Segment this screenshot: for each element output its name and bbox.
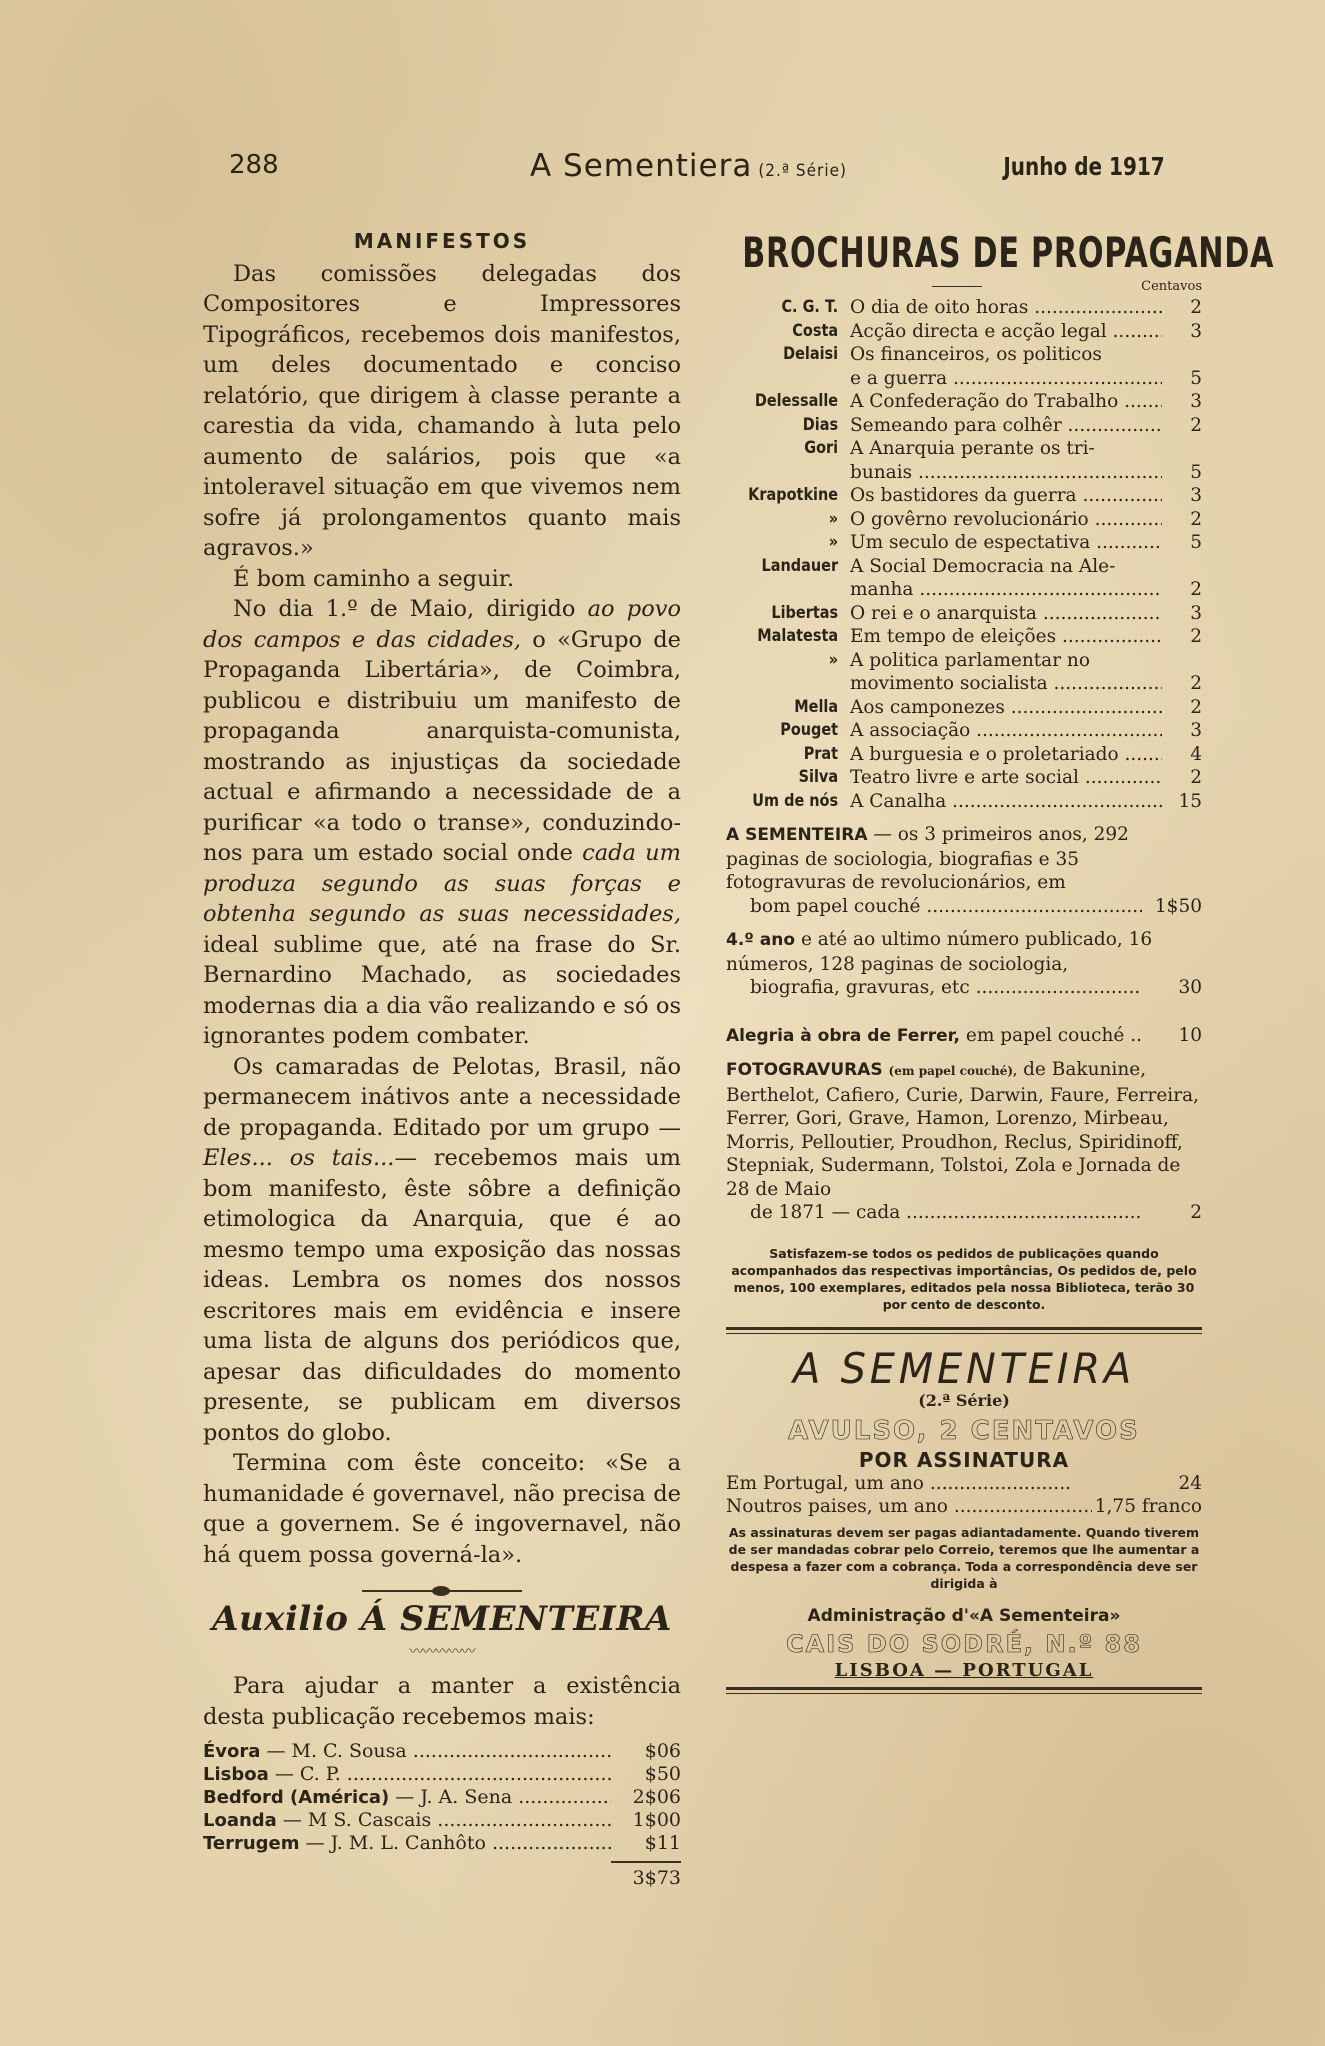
brochure-row: Gori A Anarquia perante os tri-	[804, 438, 1095, 459]
brochure-row: Prat A burguesia e o proletariado ..... 4	[726, 743, 1202, 767]
section-divider	[362, 1590, 522, 1592]
publication-title: A Sementiera (2.ª Série)	[530, 148, 847, 184]
bottom-rule	[726, 1687, 1202, 1694]
offer-sementeira-collection: A SEMENTEIRA — os 3 primeiros anos, 292 paginas de sociologia, biografias e 35 fotogravuras de revolucionários, em bom papel couché ..... 1$50	[726, 823, 1202, 918]
manifestos-paragraph-4: Os camaradas de Pelotas, Brasil, não permanecem inátivos ante a necessidade de propaganda. Editado por um grupo —Eles... os tais...— recebemos mais um bom manifesto, êste sôbre a definição etimologica da Anarquia, que é ao mesmo tempo uma exposição das nossas ideas. Lembra os nomes dos nossos escritores mais em evidência e insere uma lista de alguns dos periódicos que, apesar das dificuldades do momento presente, se publicam em diversos pontos do globo.	[203, 1053, 681, 1446]
manifestos-paragraph-5: Termina com êste conceito: «Se a humanidade é governavel, não precisa de que a governem. Se é ingovernavel, não há quem possa governá-la».	[203, 1450, 681, 1568]
manifestos-heading: MANIFESTOS	[353, 229, 531, 253]
portugal-price-row: Em Portugal, um ano ..... 24	[726, 1472, 1202, 1495]
brochure-row: Malatesta Em tempo de eleições ..... 2	[726, 625, 1202, 649]
auxilio-intro: Para ajudar a manter a existência desta publicação recebemos mais:	[203, 1673, 681, 1730]
brochure-row: Silva Teatro livre e arte social ..... 2	[726, 766, 1202, 790]
donation-row: Bedford (América) — J. A. Sena ..... 2$06	[203, 1786, 681, 1809]
offer-alegria: Alegria à obra de Ferrer, em papel couché ..... 10	[726, 1024, 1202, 1049]
offer-fourth-year: 4.º ano e até ao ultimo número publicado, 16 números, 128 paginas de sociologia, biografia, gravuras, etc ..... 30	[726, 928, 1202, 1000]
short-rule	[932, 286, 982, 287]
page-number: 288	[229, 150, 279, 180]
subscription-title: A SEMENTEIRA	[793, 1343, 1135, 1393]
brochure-list	[726, 296, 1202, 813]
manifestos-paragraph-3: No dia 1.º de Maio, dirigido ao povo dos campos e das cidades, o «Grupo de Propaganda Libertária», de Coimbra, publicou e distribuiu um manifesto de propaganda anarquista-comunista, mostrando as injustiças da sociedade actual e afirmando a necessidade de a purificar «a todo o transe», conduzindo-nos para um estado social onde cada um produza segundo as suas forças e obtenha segundo as suas necessidades, ideal sublime que, até na frase do Sr. Bernardino Machado, as sociedades modernas dia a dia vão realizando e só os ignorantes podem combater.	[203, 596, 682, 1049]
manifestos-paragraph-1: Das comissões delegadas dos Compositores e Impressores Tipográficos, recebemos dois manifestos, um deles documentado e conciso relatório, que dirigem à classe perante a carestia da vida, chamando à luta pelo aumento de salários, pois que «a intoleravel situação em que vivemos nem sofre já prolongamentos quanto mais agravos.»	[203, 260, 681, 561]
brochure-row: Landauer A Social Democracia na Ale-	[761, 555, 1116, 577]
publication-series: (2.ª Série)	[758, 161, 847, 181]
right-column	[726, 222, 1275, 1694]
offer-fotogravuras: FOTOGRAVURAS (em papel couché), de Bakunine, Berthelot, Cafiero, Curie, Darwin, Faure, Ferreira, Ferrer, Gori, Grave, Hamon, Lorenzo, Mirbeau, Morris, Pelloutier, Proudhon, Reclus, Spiridinoff, Stepniak, Sudermann, Tolstoi, Zola e Jornada de 28 de Maio de 1871 — cada ..... 2	[726, 1058, 1202, 1225]
abroad-price-row: Noutros paises, um ano ..... 1,75 franco	[726, 1495, 1202, 1518]
subscription-heading: POR ASSINATURA	[858, 1447, 1070, 1472]
wave-ornament: 〰〰〰〰〰	[409, 1643, 475, 1660]
page-header	[195, 148, 1175, 188]
subscription-series: (2.ª Série)	[918, 1390, 1010, 1410]
brochure-row: Krapotkine Os bastidores da guerra ..... 3	[726, 484, 1202, 508]
brochure-row: Libertas O rei e o anarquista ..... 3	[726, 602, 1202, 626]
centavos-label: Centavos	[1141, 279, 1202, 294]
city-line: LISBOA — PORTUGAL	[834, 1659, 1094, 1681]
single-issue-price: AVULSO, 2 CENTAVOS	[788, 1415, 1140, 1446]
brochure-row: Costa Acção directa e acção legal ..... 3	[726, 320, 1202, 344]
brochure-row: Delaisi Os financeiros, os politicos	[783, 344, 1102, 365]
brochure-row: » A politica parlamentar no	[828, 649, 1090, 671]
donation-total: 3$73	[611, 1861, 681, 1890]
brochure-row: movimento socialista ..... 2	[726, 672, 1202, 696]
subscription-note: As assinaturas devem ser pagas adiantadamente. Quando tiverem de ser mandadas cobrar pelo Correio, teremos que lhe aumentar a despesa a fazer com a cobrança. Toda a correspondência deve ser dirigida à	[728, 1524, 1200, 1591]
manifestos-paragraph-2: É bom caminho a seguir.	[233, 565, 515, 592]
brochure-row: » Um seculo de espectativa ..... 5	[726, 531, 1202, 555]
donation-row: Lisboa — C. P. ..... $50	[203, 1763, 681, 1786]
donation-row: Terrugem — J. M. L. Canhôto ..... $11	[203, 1832, 681, 1855]
brochure-row: Um de nós A Canalha ..... 15	[726, 790, 1202, 814]
brochure-row: e a guerra ..... 5	[726, 367, 1202, 391]
donation-row: Évora — M. C. Sousa ..... $06	[203, 1740, 681, 1763]
orders-notice: Satisfazem-se todos os pedidos de publicações quando acompanhados das respectivas importâncias, Os pedidos de, pelo menos, 100 exemplares, editados pela nossa Biblioteca, terão 30 por cento de desconto.	[731, 1245, 1197, 1312]
donation-list	[203, 1740, 681, 1890]
left-column	[203, 222, 681, 1890]
brochure-row: manha ..... 2	[726, 578, 1202, 602]
brochure-row: Delessalle A Confederação do Trabalho ..... 3	[726, 390, 1202, 414]
brochuras-heading: BROCHURAS DE PROPAGANDA	[742, 228, 1275, 277]
donation-row: Loanda — M S. Cascais ..... 1$00	[203, 1809, 681, 1832]
administration-line: Administração d'«A Sementeira»	[807, 1605, 1121, 1626]
double-rule	[726, 1327, 1202, 1334]
brochure-row: Dias Semeando para colhêr ..... 2	[726, 414, 1202, 438]
brochure-row: C. G. T. O dia de oito horas ..... 2	[726, 296, 1202, 320]
brochure-row: Pouget A associação ..... 3	[726, 719, 1202, 743]
brochure-row: Mella Aos camponezes ..... 2	[726, 696, 1202, 720]
address-line: CAIS DO SODRÉ, N.º 88	[786, 1629, 1142, 1658]
brochure-row: bunais ..... 5	[726, 461, 1202, 485]
brochure-row: » O govêrno revolucionário ..... 2	[726, 508, 1202, 532]
publication-date: Junho de 1917	[1003, 152, 1165, 181]
auxilio-heading: Auxilio Á SEMENTEIRA	[212, 1599, 672, 1639]
